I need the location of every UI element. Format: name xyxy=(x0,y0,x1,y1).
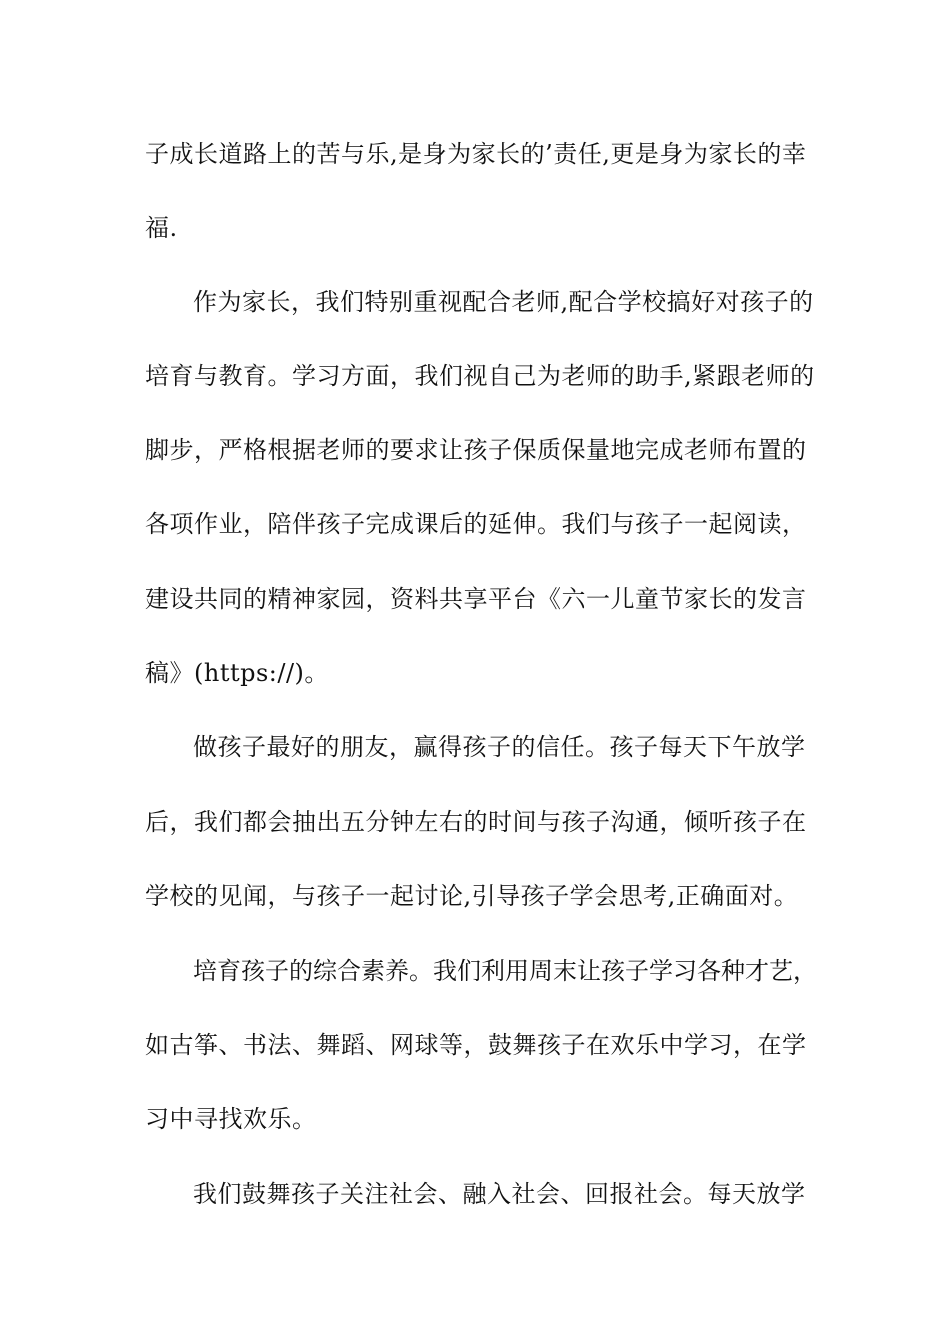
text-line: 建设共同的精神家园，资料共享平台《六一儿童节家长的发言 xyxy=(145,585,807,613)
text-line: 后，我们都会抽出五分钟左右的时间与孩子沟通，倾听孩子在 xyxy=(145,808,807,836)
paragraph-first-line: 作为家长，我们特别重视配合老师,配合学校搞好对孩子的 xyxy=(193,288,814,316)
paragraph-first-line: 我们鼓舞孩子关注社会、融入社会、回报社会。每天放学 xyxy=(193,1180,806,1208)
text-line: 如古筝、书法、舞蹈、网球等，鼓舞孩子在欢乐中学习，在学 xyxy=(145,1031,807,1059)
text-line: 子成长道路上的苦与乐,是身为家长的’责任,更是身为家长的幸 xyxy=(145,140,807,168)
text-line: 福. xyxy=(145,214,178,242)
text-line: 培育与教育。学习方面，我们视自己为老师的助手,紧跟老师的 xyxy=(145,362,815,390)
paragraph-first-line: 培育孩子的综合素养。我们利用周末让孩子学习各种才艺， xyxy=(193,957,817,985)
text-line: 各项作业，陪伴孩子完成课后的延伸。我们与孩子一起阅读， xyxy=(145,510,807,538)
text-line: 习中寻找欢乐。 xyxy=(145,1105,317,1133)
paragraph-first-line: 做孩子最好的朋友，赢得孩子的信任。孩子每天下午放学 xyxy=(193,733,806,761)
text-line: 脚步，严格根据老师的要求让孩子保质保量地完成老师布置的 xyxy=(145,436,807,464)
text-line: 学校的见闻，与孩子一起讨论,引导孩子学会思考,正确面对。 xyxy=(145,882,799,910)
text-line: 稿》(https://)。 xyxy=(145,659,329,687)
